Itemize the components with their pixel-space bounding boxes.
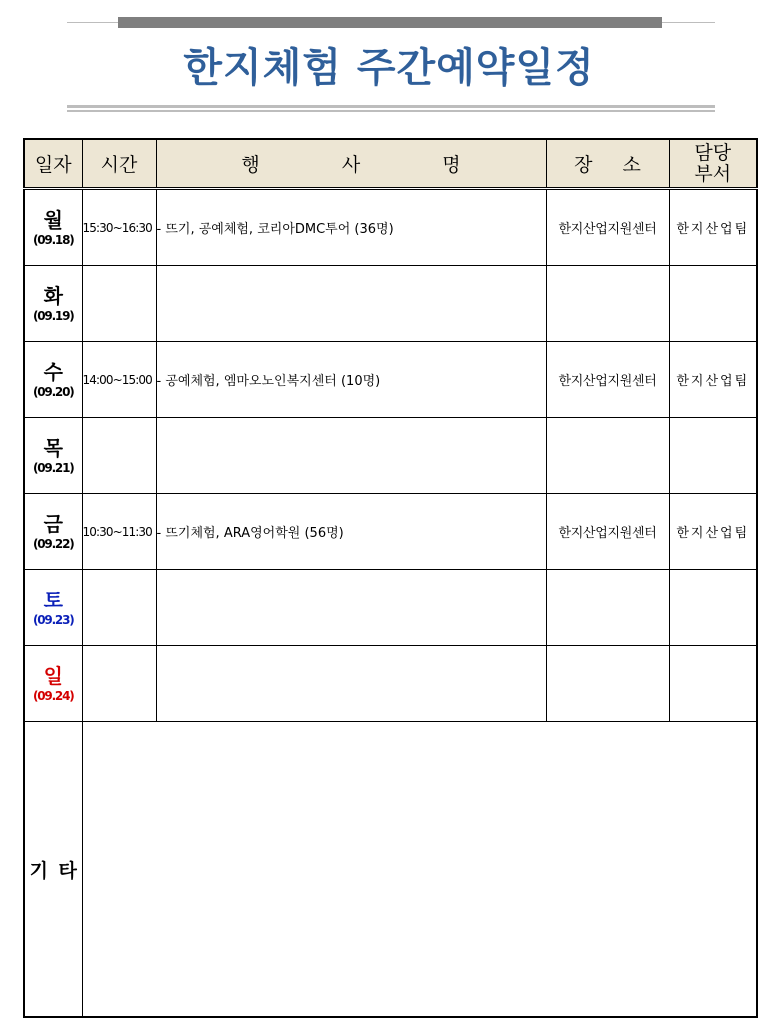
header-manager-line-1: 담당 <box>694 141 732 164</box>
place-cell: 한지산업지원센터 <box>546 189 669 266</box>
day-name: 목 <box>43 435 63 460</box>
manager-cell: 한지산업팀 <box>669 342 757 418</box>
place-cell <box>546 570 669 646</box>
header-place-char-1: 장 <box>574 154 593 176</box>
header-event <box>156 139 546 189</box>
day-cell <box>24 189 82 266</box>
day-date: (09.18) <box>32 232 74 247</box>
etc-row <box>24 722 757 1018</box>
table-row <box>24 494 757 570</box>
day-name: 일 <box>43 663 63 688</box>
table-row <box>24 189 757 266</box>
place-cell: 한지산업지원센터 <box>546 342 669 418</box>
event-cell <box>156 418 546 494</box>
day-name: 월 <box>43 207 63 232</box>
header-event-char-3: 명 <box>442 154 461 176</box>
manager-cell: 한지산업팀 <box>669 189 757 266</box>
table-row <box>24 646 757 722</box>
time-cell <box>82 646 156 722</box>
time-cell: 14:00~15:00 <box>82 342 156 418</box>
day-cell <box>24 342 82 418</box>
header-manager-line-2: 부서 <box>694 162 732 185</box>
place-cell: 한지산업지원센터 <box>546 494 669 570</box>
event-cell <box>156 570 546 646</box>
time-cell <box>82 418 156 494</box>
day-name: 수 <box>43 359 63 384</box>
day-date: (09.23) <box>32 612 74 627</box>
table-row <box>24 418 757 494</box>
header-manager <box>669 139 757 189</box>
table-row <box>24 342 757 418</box>
schedule-table <box>23 138 758 1018</box>
event-cell: - 뜨기, 공예체험, 코리아DMC투어 (36명) <box>156 189 546 266</box>
day-cell <box>24 418 82 494</box>
day-date: (09.21) <box>32 460 74 475</box>
header-row <box>24 139 757 189</box>
day-date: (09.19) <box>32 308 74 323</box>
event-cell: - 뜨기체험, ARA영어학원 (56명) <box>156 494 546 570</box>
day-date: (09.20) <box>32 384 74 399</box>
place-cell <box>546 266 669 342</box>
manager-cell <box>669 418 757 494</box>
top-decorative-bar <box>118 17 662 28</box>
day-name: 금 <box>43 511 63 536</box>
day-name: 화 <box>43 283 63 308</box>
header-place-char-2: 소 <box>622 154 641 176</box>
day-cell <box>24 570 82 646</box>
day-cell <box>24 266 82 342</box>
header-event-char-2: 사 <box>341 154 361 176</box>
table-row <box>24 570 757 646</box>
day-date: (09.22) <box>32 536 74 551</box>
title-underline <box>67 105 715 108</box>
table-row <box>24 266 757 342</box>
header-event-char-1: 행 <box>241 154 260 176</box>
header-date: 일자 <box>24 139 82 189</box>
event-cell: - 공예체험, 엠마오노인복지센터 (10명) <box>156 342 546 418</box>
manager-cell <box>669 570 757 646</box>
day-cell <box>24 646 82 722</box>
place-cell <box>546 646 669 722</box>
day-name: 토 <box>43 587 63 612</box>
event-cell <box>156 646 546 722</box>
time-cell: 10:30~11:30 <box>82 494 156 570</box>
manager-cell <box>669 266 757 342</box>
header-place <box>546 139 669 189</box>
header-time: 시간 <box>82 139 156 189</box>
manager-cell <box>669 646 757 722</box>
page-title: 한지체험 주간예약일정 <box>183 45 595 91</box>
day-date: (09.24) <box>32 688 74 703</box>
etc-label: 기 타 <box>24 722 82 1018</box>
title-underline-secondary <box>67 110 715 112</box>
etc-notes-area <box>82 722 757 1018</box>
time-cell: 15:30~16:30 <box>82 189 156 266</box>
time-cell <box>82 570 156 646</box>
day-cell <box>24 494 82 570</box>
manager-cell: 한지산업팀 <box>669 494 757 570</box>
place-cell <box>546 418 669 494</box>
event-cell <box>156 266 546 342</box>
time-cell <box>82 266 156 342</box>
